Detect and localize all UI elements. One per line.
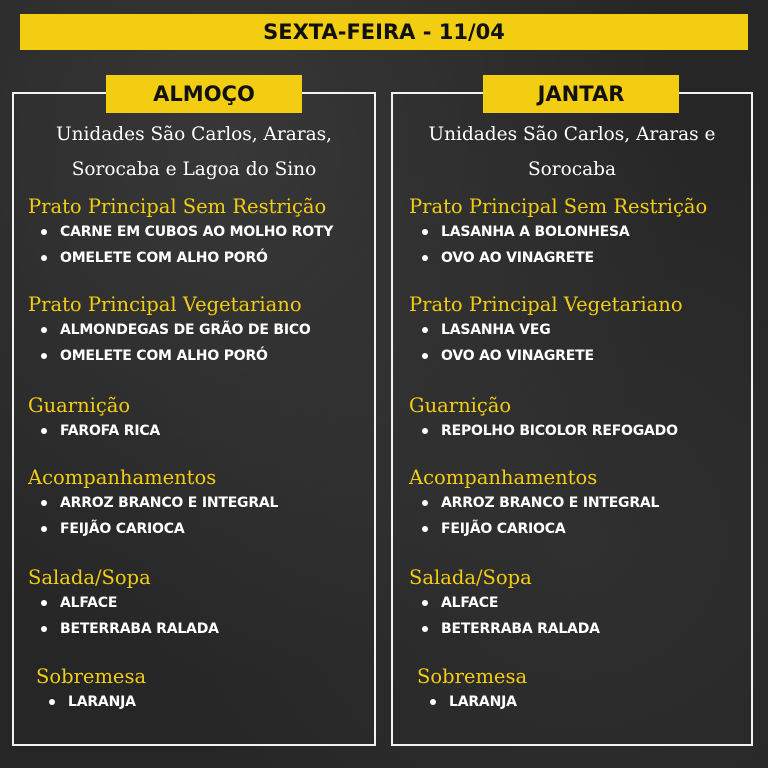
- dinner-units: [393, 117, 751, 187]
- lunch-units-line2: Sorocaba e Lagoa do Sino: [71, 159, 317, 180]
- lunch-section-salad: [28, 566, 368, 642]
- bullet-icon: [422, 600, 428, 606]
- section-title: Salada/Sopa: [28, 566, 151, 589]
- lunch-section-accompaniments: [28, 466, 368, 542]
- bullet-icon: [41, 428, 47, 434]
- section-title: Prato Principal Sem Restrição: [409, 195, 708, 218]
- bullet-icon: [422, 626, 428, 632]
- list-item: LARANJA: [36, 689, 368, 715]
- dinner-label: JANTAR: [483, 75, 679, 113]
- list-item: ALFACE: [409, 590, 745, 616]
- lunch-label: ALMOÇO: [106, 75, 302, 113]
- bullet-icon: [430, 699, 436, 705]
- section-title: Prato Principal Vegetariano: [28, 293, 302, 316]
- dinner-units-line2: Sorocaba: [527, 159, 617, 180]
- bullet-icon: [41, 229, 47, 235]
- bullet-icon: [422, 526, 428, 532]
- bullet-icon: [422, 500, 428, 506]
- bullet-icon: [41, 500, 47, 506]
- bullet-icon: [422, 255, 428, 261]
- list-item: OVO AO VINAGRETE: [409, 245, 745, 271]
- list-item: OMELETE COM ALHO PORÓ: [28, 343, 368, 369]
- bullet-icon: [41, 255, 47, 261]
- dinner-section-side: [409, 394, 745, 444]
- bullet-icon: [41, 526, 47, 532]
- dinner-panel: [391, 82, 753, 746]
- list-item: LARANJA: [417, 689, 745, 715]
- bullet-icon: [422, 229, 428, 235]
- bullet-icon: [422, 353, 428, 359]
- bullet-icon: [41, 600, 47, 606]
- section-title: Guarnição: [28, 394, 131, 417]
- section-title: Sobremesa: [36, 665, 147, 688]
- dinner-units-line1: Unidades São Carlos, Araras e: [428, 124, 716, 145]
- list-item: BETERRABA RALADA: [28, 616, 368, 642]
- list-item: FEIJÃO CARIOCA: [28, 516, 368, 542]
- section-title: Guarnição: [409, 394, 512, 417]
- bullet-icon: [41, 353, 47, 359]
- bullet-icon: [422, 428, 428, 434]
- list-item: FAROFA RICA: [28, 418, 368, 444]
- list-item: FEIJÃO CARIOCA: [409, 516, 745, 542]
- list-item: ALMONDEGAS DE GRÃO DE BICO: [28, 317, 368, 343]
- bullet-icon: [422, 327, 428, 333]
- list-item: ARROZ BRANCO E INTEGRAL: [409, 490, 745, 516]
- section-title: Acompanhamentos: [409, 466, 598, 489]
- section-title: Salada/Sopa: [409, 566, 532, 589]
- bullet-icon: [41, 626, 47, 632]
- bullet-icon: [49, 699, 55, 705]
- lunch-section-dessert: [36, 665, 368, 715]
- lunch-panel: [12, 82, 376, 746]
- lunch-units: [14, 117, 374, 187]
- list-item: OVO AO VINAGRETE: [409, 343, 745, 369]
- bullet-icon: [41, 327, 47, 333]
- list-item: ARROZ BRANCO E INTEGRAL: [28, 490, 368, 516]
- dinner-section-salad: [409, 566, 745, 642]
- lunch-section-veg: [28, 293, 368, 369]
- list-item: LASANHA VEG: [409, 317, 745, 343]
- list-item: BETERRABA RALADA: [409, 616, 745, 642]
- list-item: LASANHA A BOLONHESA: [409, 219, 745, 245]
- list-item: CARNE EM CUBOS AO MOLHO ROTY: [28, 219, 368, 245]
- page-title: SEXTA-FEIRA - 11/04: [20, 14, 748, 50]
- lunch-section-side: [28, 394, 368, 444]
- dinner-section-dessert: [417, 665, 745, 715]
- lunch-section-main: [28, 195, 368, 271]
- dinner-section-veg: [409, 293, 745, 369]
- list-item: OMELETE COM ALHO PORÓ: [28, 245, 368, 271]
- lunch-units-line1: Unidades São Carlos, Araras,: [55, 124, 332, 145]
- section-title: Prato Principal Vegetariano: [409, 293, 683, 316]
- section-title: Sobremesa: [417, 665, 528, 688]
- dinner-section-main: [409, 195, 745, 271]
- list-item: ALFACE: [28, 590, 368, 616]
- section-title: Prato Principal Sem Restrição: [28, 195, 327, 218]
- section-title: Acompanhamentos: [28, 466, 217, 489]
- dinner-section-accompaniments: [409, 466, 745, 542]
- list-item: REPOLHO BICOLOR REFOGADO: [409, 418, 745, 444]
